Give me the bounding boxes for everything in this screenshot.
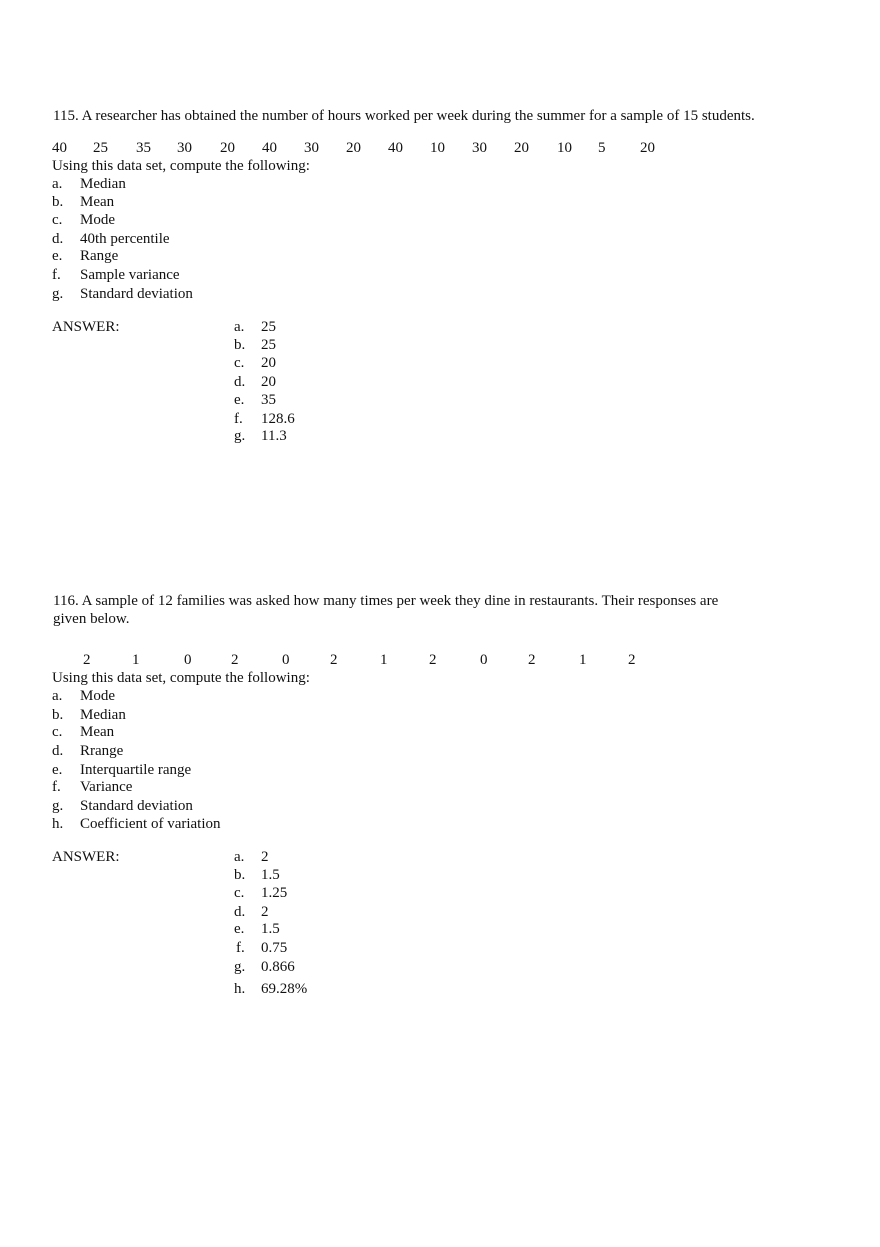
part-label: Sample variance — [80, 267, 180, 283]
part-label: Median — [80, 176, 126, 192]
part-letter: g. — [52, 286, 64, 302]
answer-value: 20 — [261, 374, 276, 390]
answer-value: 69.28% — [261, 981, 308, 997]
part-label: 40th percentile — [80, 231, 170, 247]
part-label: Range — [80, 248, 119, 264]
q116-data-value: 1 — [380, 652, 388, 668]
q116-data-value: 1 — [579, 652, 587, 668]
q116-prompt-line1: 116. A sample of 12 families was asked how many times per week they dine in restaurants. Their responses are — [53, 593, 719, 609]
answer-letter: e. — [234, 392, 245, 408]
q115-data-row — [0, 139, 880, 157]
answer-letter: g. — [234, 428, 246, 444]
answer-value: 11.3 — [261, 428, 287, 444]
answer-letter: f. — [236, 940, 245, 956]
part-letter: a. — [52, 176, 63, 192]
q116-data-value: 1 — [132, 652, 140, 668]
q115-prompt: 115. A researcher has obtained the number of hours worked per week during the summer for a sample of 15 students. — [53, 108, 755, 124]
answer-letter: d. — [234, 904, 246, 920]
part-letter: f. — [52, 267, 61, 283]
part-label: Coefficient of variation — [80, 816, 221, 832]
answer-letter: a. — [234, 849, 245, 865]
answer-value: 0.866 — [261, 959, 295, 975]
q115-data-value: 25 — [93, 140, 108, 156]
part-label: Rrange — [80, 743, 124, 759]
answer-letter: h. — [234, 981, 246, 997]
answer-letter: b. — [234, 337, 246, 353]
part-letter: b. — [52, 707, 64, 723]
answer-value: 1.5 — [261, 921, 280, 937]
q116-data-value: 2 — [231, 652, 239, 668]
q115-data-value: 40 — [262, 140, 277, 156]
part-letter: g. — [52, 798, 64, 814]
answer-letter: g. — [234, 959, 246, 975]
q116-data-value: 0 — [480, 652, 488, 668]
q116-data-row — [0, 651, 880, 669]
answer-letter: e. — [234, 921, 245, 937]
q116-data-value: 2 — [628, 652, 636, 668]
part-label: Median — [80, 707, 126, 723]
part-letter: e. — [52, 762, 63, 778]
part-letter: f. — [52, 779, 61, 795]
q115-data-value: 30 — [177, 140, 192, 156]
answer-value: 2 — [261, 904, 269, 920]
part-letter: e. — [52, 248, 63, 264]
part-letter: a. — [52, 688, 63, 704]
answer-value: 20 — [261, 355, 276, 371]
q115-data-value: 5 — [598, 140, 606, 156]
part-label: Mean — [80, 194, 115, 210]
q115-data-value: 20 — [346, 140, 361, 156]
part-letter: d. — [52, 231, 64, 247]
part-label: Mean — [80, 724, 115, 740]
part-letter: d. — [52, 743, 64, 759]
part-label: Interquartile range — [80, 762, 192, 778]
q115-data-value: 40 — [52, 140, 67, 156]
q116-data-value: 2 — [330, 652, 338, 668]
q115-instruction: Using this data set, compute the following: — [52, 158, 310, 174]
part-letter: b. — [52, 194, 64, 210]
q116-prompt-line2: given below. — [53, 611, 130, 627]
q115-data-value: 20 — [514, 140, 529, 156]
q116-data-value: 2 — [528, 652, 536, 668]
part-label: Standard deviation — [80, 286, 193, 302]
answer-value: 0.75 — [261, 940, 288, 956]
answer-letter: a. — [234, 319, 245, 335]
q115-data-value: 20 — [640, 140, 655, 156]
q116-data-value: 2 — [83, 652, 91, 668]
part-letter: c. — [52, 212, 63, 228]
answer-value: 25 — [261, 337, 276, 353]
part-label: Mode — [80, 212, 115, 228]
q115-data-value: 30 — [472, 140, 487, 156]
answer-letter: c. — [234, 885, 245, 901]
q115-data-value: 30 — [304, 140, 319, 156]
part-label: Mode — [80, 688, 115, 704]
answer-value: 2 — [261, 849, 269, 865]
q115-data-value: 10 — [557, 140, 572, 156]
q116-instruction: Using this data set, compute the following: — [52, 670, 310, 686]
answer-value: 25 — [261, 319, 276, 335]
part-letter: c. — [52, 724, 63, 740]
answer-letter: b. — [234, 867, 246, 883]
q116-data-value: 0 — [282, 652, 290, 668]
q115-answer-label: ANSWER: — [52, 319, 120, 335]
q115-data-value: 35 — [136, 140, 151, 156]
q116-answer-label: ANSWER: — [52, 849, 120, 865]
answer-value: 128.6 — [261, 411, 295, 427]
q116-data-value: 0 — [184, 652, 192, 668]
part-label: Standard deviation — [80, 798, 193, 814]
q116-data-value: 2 — [429, 652, 437, 668]
part-letter: h. — [52, 816, 64, 832]
answer-letter: d. — [234, 374, 246, 390]
q115-data-value: 20 — [220, 140, 235, 156]
answer-value: 1.25 — [261, 885, 288, 901]
answer-letter: f. — [234, 411, 243, 427]
part-label: Variance — [80, 779, 133, 795]
answer-letter: c. — [234, 355, 245, 371]
answer-value: 35 — [261, 392, 276, 408]
q115-data-value: 10 — [430, 140, 445, 156]
answer-value: 1.5 — [261, 867, 280, 883]
q115-data-value: 40 — [388, 140, 403, 156]
